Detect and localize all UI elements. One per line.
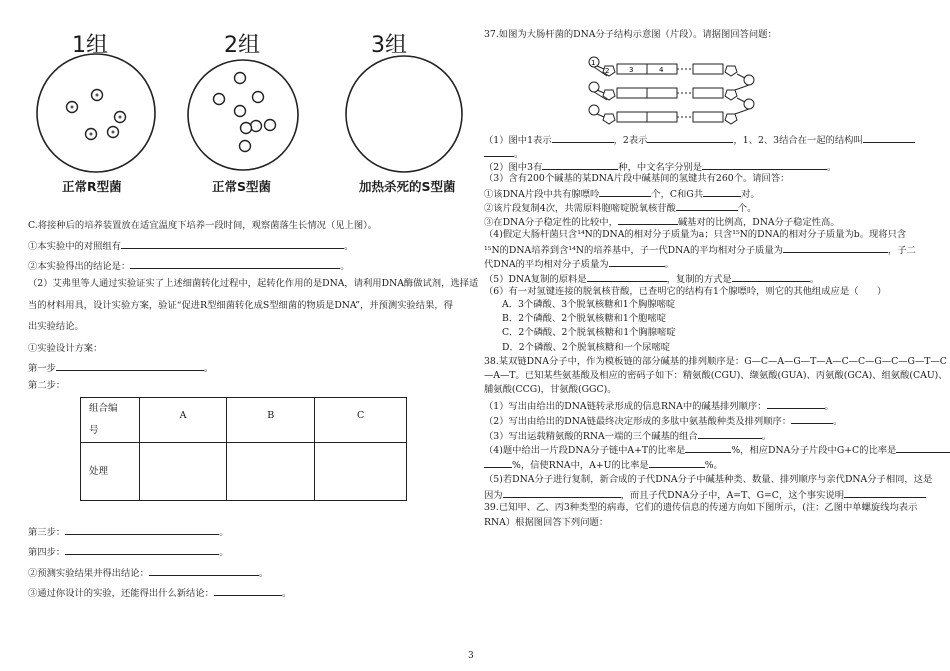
q37-5: （5）DNA复制的原料是 ，复制的方式是 。 <box>484 274 819 285</box>
answer-blank[interactable] <box>618 215 678 225</box>
q37-2: （2）图中3有 种，中文名字分别是 。 <box>484 162 837 173</box>
table-cell[interactable] <box>227 443 315 501</box>
end-mark: 。 <box>258 568 269 579</box>
end-mark: 。 <box>340 261 350 272</box>
answer-blank[interactable] <box>121 239 344 249</box>
answer-blank[interactable] <box>149 566 259 576</box>
answer-blank[interactable] <box>783 243 888 253</box>
answer-blank[interactable] <box>56 361 204 371</box>
q37-3-a: ①该DNA片段中共有腺嘌呤 个，C和G共 对。 <box>484 189 760 200</box>
table-row-treatment: 处理 <box>81 443 140 501</box>
q37-title: 37.如图为大肠杆菌的DNA分子结构示意图（片段）。请据图回答问题： <box>484 29 777 40</box>
q38-4-cont: %，信使RNA中，A+U的比率是 %。 <box>484 458 723 472</box>
q38-3: （3）写出运载精氨酸的RNA一端的三个碱基的组合 。 <box>484 431 772 442</box>
new-conclusion-line <box>28 586 291 600</box>
q37-3-c: ③在DNA分子稳定性的比较中， 碱基对的比例高，DNA分子稳定性高。 <box>484 217 840 228</box>
answer-blank[interactable] <box>685 443 731 453</box>
answer-blank[interactable] <box>732 272 810 282</box>
table-cell[interactable] <box>315 443 407 501</box>
q39-line-1: 39.已知甲、乙、丙3种类型的病毒，它们的遗传信息的传递方向如下图所示，(注：乙图中单螺旋线均表示 <box>484 502 918 513</box>
design-heading: ①实验设计方案： <box>28 343 103 354</box>
end-mark: 。 <box>281 588 292 599</box>
step-c-text: C.将接种后的培养装置放在适宜温度下培养一段时间，观察菌落生长情况（见上图）。 <box>28 220 378 231</box>
answer-blank[interactable] <box>65 545 219 555</box>
caption-r-strain: 正常R型菌 <box>62 179 122 194</box>
answer-blank[interactable] <box>702 160 827 170</box>
answer-blank[interactable] <box>863 133 915 143</box>
q39-line-2: RNA）根据图回答下列问题： <box>484 517 609 528</box>
page-number: 3 <box>468 651 474 661</box>
caption-s-strain: 正常S型菌 <box>212 179 272 194</box>
answer-blank[interactable] <box>647 133 733 143</box>
diagram-label-1: 1 <box>591 59 596 67</box>
step1-line <box>28 361 213 375</box>
step2-label: 第二步： <box>28 380 66 391</box>
answer-blank[interactable] <box>65 525 219 535</box>
q38-4: （4)题中给出一片段DNA分子链中A+T的比率是 %，相应DNA分子片段中G+C的比率是 <box>484 443 950 457</box>
q38-5-a: （5)若DNA分子进行复制，新合成的子代DNA分子中碱基种类、数量、排列顺序与亲代DNA分子相同，这是 <box>484 474 933 485</box>
answer-blank[interactable] <box>542 160 618 170</box>
diagram-label-4: 4 <box>659 66 664 74</box>
avery-para-1: （2）艾弗里等人通过实验证实了上述细菌转化过程中，起转化作用的是DNA，请利用DNA酶做试剂，选择适 <box>28 278 479 289</box>
q38-line-2: —A—T。已知某些氨基酸及相应的密码子如下：精氨酸(CGU)、缬氨酸(GUA)、丙氨酸(GCA)、组氨酸(CAU)、 <box>484 370 948 381</box>
q1-control-group <box>28 239 353 253</box>
q37-6-option-b[interactable]: B．2个磷酸、2个脱氧核糖和1个胞嘧啶 <box>502 313 667 324</box>
step3-line <box>28 525 229 539</box>
step1-label: 第一步 <box>28 363 56 374</box>
colonies-group2 <box>214 73 276 152</box>
q37-6: （6）有一对氢键连接的脱氧核苷酸，已查明它的结构有1个腺嘌呤，则它的其他组成应是（ ） <box>484 286 887 297</box>
q37-3-b: ②该片段复制4次，共需原料胞嘧啶脱氧核苷酸 个。 <box>484 203 757 214</box>
q38-1: （1）写出由给出的DNA链转录形成的信息RNA中的碱基排列顺序： 。 <box>484 401 834 412</box>
q37-6-option-d[interactable]: D．2个磷酸、2个脱氧核糖和一个尿嘧啶 <box>502 342 671 353</box>
answer-blank[interactable] <box>609 257 665 267</box>
new-conclusion-label: ③通过你设计的实验，还能得出什么新结论： <box>28 588 214 599</box>
answer-blank[interactable] <box>844 488 926 498</box>
table-header-group: 组合编 号 <box>81 398 140 443</box>
avery-para-3: 出实验结论。 <box>28 321 84 332</box>
dish-r-strain <box>37 54 155 172</box>
q37-3: （3）含有200个碱基的某DNA片段中碱基间的氢键共有260个。请回答： <box>484 173 790 184</box>
q2-prompt: ②本实验得出的结论是： <box>28 261 131 272</box>
answer-blank[interactable] <box>587 272 667 282</box>
answer-blank[interactable] <box>552 133 614 143</box>
q37-6-option-a[interactable]: A．3个磷酸、3个脱氧核糖和1个胸腺嘧啶 <box>502 299 676 310</box>
q38-line-3: 脯氨酸(CCG)，甘氨酸(GGC)。 <box>484 384 617 395</box>
answer-blank[interactable] <box>130 259 340 269</box>
step3-label: 第三步： <box>28 527 66 538</box>
diagram-label-2: 2 <box>605 67 610 75</box>
answer-blank[interactable] <box>896 443 950 453</box>
answer-blank[interactable] <box>767 399 825 409</box>
table-col-b: B <box>227 398 315 443</box>
answer-blank[interactable] <box>599 187 651 197</box>
colonies-group1 <box>67 90 126 140</box>
end-mark: 。 <box>219 547 229 558</box>
q37-6-option-c[interactable]: C．2个磷酸、2个脱氧核糖和1个胸腺嘧啶 <box>502 327 676 338</box>
predict-line <box>28 566 268 580</box>
group1-label: 1组 <box>72 33 108 58</box>
end-mark: 。 <box>343 241 354 252</box>
table-col-c: C <box>315 398 407 443</box>
step4-line <box>28 545 229 559</box>
end-mark: 。 <box>219 527 229 538</box>
q2-conclusion <box>28 259 350 273</box>
answer-blank[interactable] <box>649 458 705 468</box>
q37-4-b: ¹⁵N的DNA培养到含¹⁴N的培养基中，子一代DNA的平均相对分子质量为 ，子二 <box>484 245 916 256</box>
q38-5-b: 因为 ，而且子代DNA分子中，A=T、G=C，这个事实说明 <box>484 488 926 502</box>
table-cell[interactable] <box>140 443 227 501</box>
answer-blank[interactable] <box>484 458 512 468</box>
end-mark: 。 <box>203 363 214 374</box>
dna-structure-diagram <box>585 52 785 130</box>
q37-4-c: 代DNA的平均相对分子质量为 。 <box>484 259 674 270</box>
answer-blank[interactable] <box>484 147 514 157</box>
answer-blank[interactable] <box>703 187 741 197</box>
group2-label: 2组 <box>224 33 260 58</box>
answer-blank[interactable] <box>791 414 833 424</box>
group3-label: 3组 <box>371 33 407 58</box>
step4-label: 第四步： <box>28 547 66 558</box>
q37-1-cont: 。 <box>484 147 523 161</box>
experiment-table <box>80 397 407 501</box>
dish-heat-killed <box>346 56 462 172</box>
answer-blank[interactable] <box>503 488 621 498</box>
q37-4-a: （4)假定大肠杆菌只含¹⁴N的DNA的相对分子质量为a；只含¹⁵N的DNA的相对分子质量为b。现将只含 <box>484 229 907 240</box>
answer-blank[interactable] <box>698 429 762 439</box>
answer-blank[interactable] <box>676 201 738 211</box>
avery-para-2: 当的材料用具，设计实验方案，验证“促进R型细菌转化成S型细菌的物质是DNA”，并预测实验结果，得 <box>28 300 453 311</box>
q37-1: （1）图中1表示 ，2表示 ，1、2、3结合在一起的结构叫 <box>484 133 915 147</box>
petri-dish-figure <box>0 0 470 200</box>
diagram-label-3: 3 <box>629 66 634 74</box>
predict-label: ②预测实验结果并得出结论： <box>28 568 149 579</box>
answer-blank[interactable] <box>214 586 282 596</box>
table-col-a: A <box>140 398 227 443</box>
q38-line-1: 38.某双链DNA分子中，作为模板链的部分碱基的排列顺序是：G—C—A—G—T—A—C—C—G—C—G—T—C <box>484 356 947 367</box>
caption-heat-killed: 加热杀死的S型菌 <box>359 179 456 194</box>
q38-2: （2）写出由给出的DNA链最终决定形成的多肽中氨基酸种类及排列顺序： 。 <box>484 416 843 427</box>
q1-prompt: ①本实验中的对照组有 <box>28 241 121 252</box>
